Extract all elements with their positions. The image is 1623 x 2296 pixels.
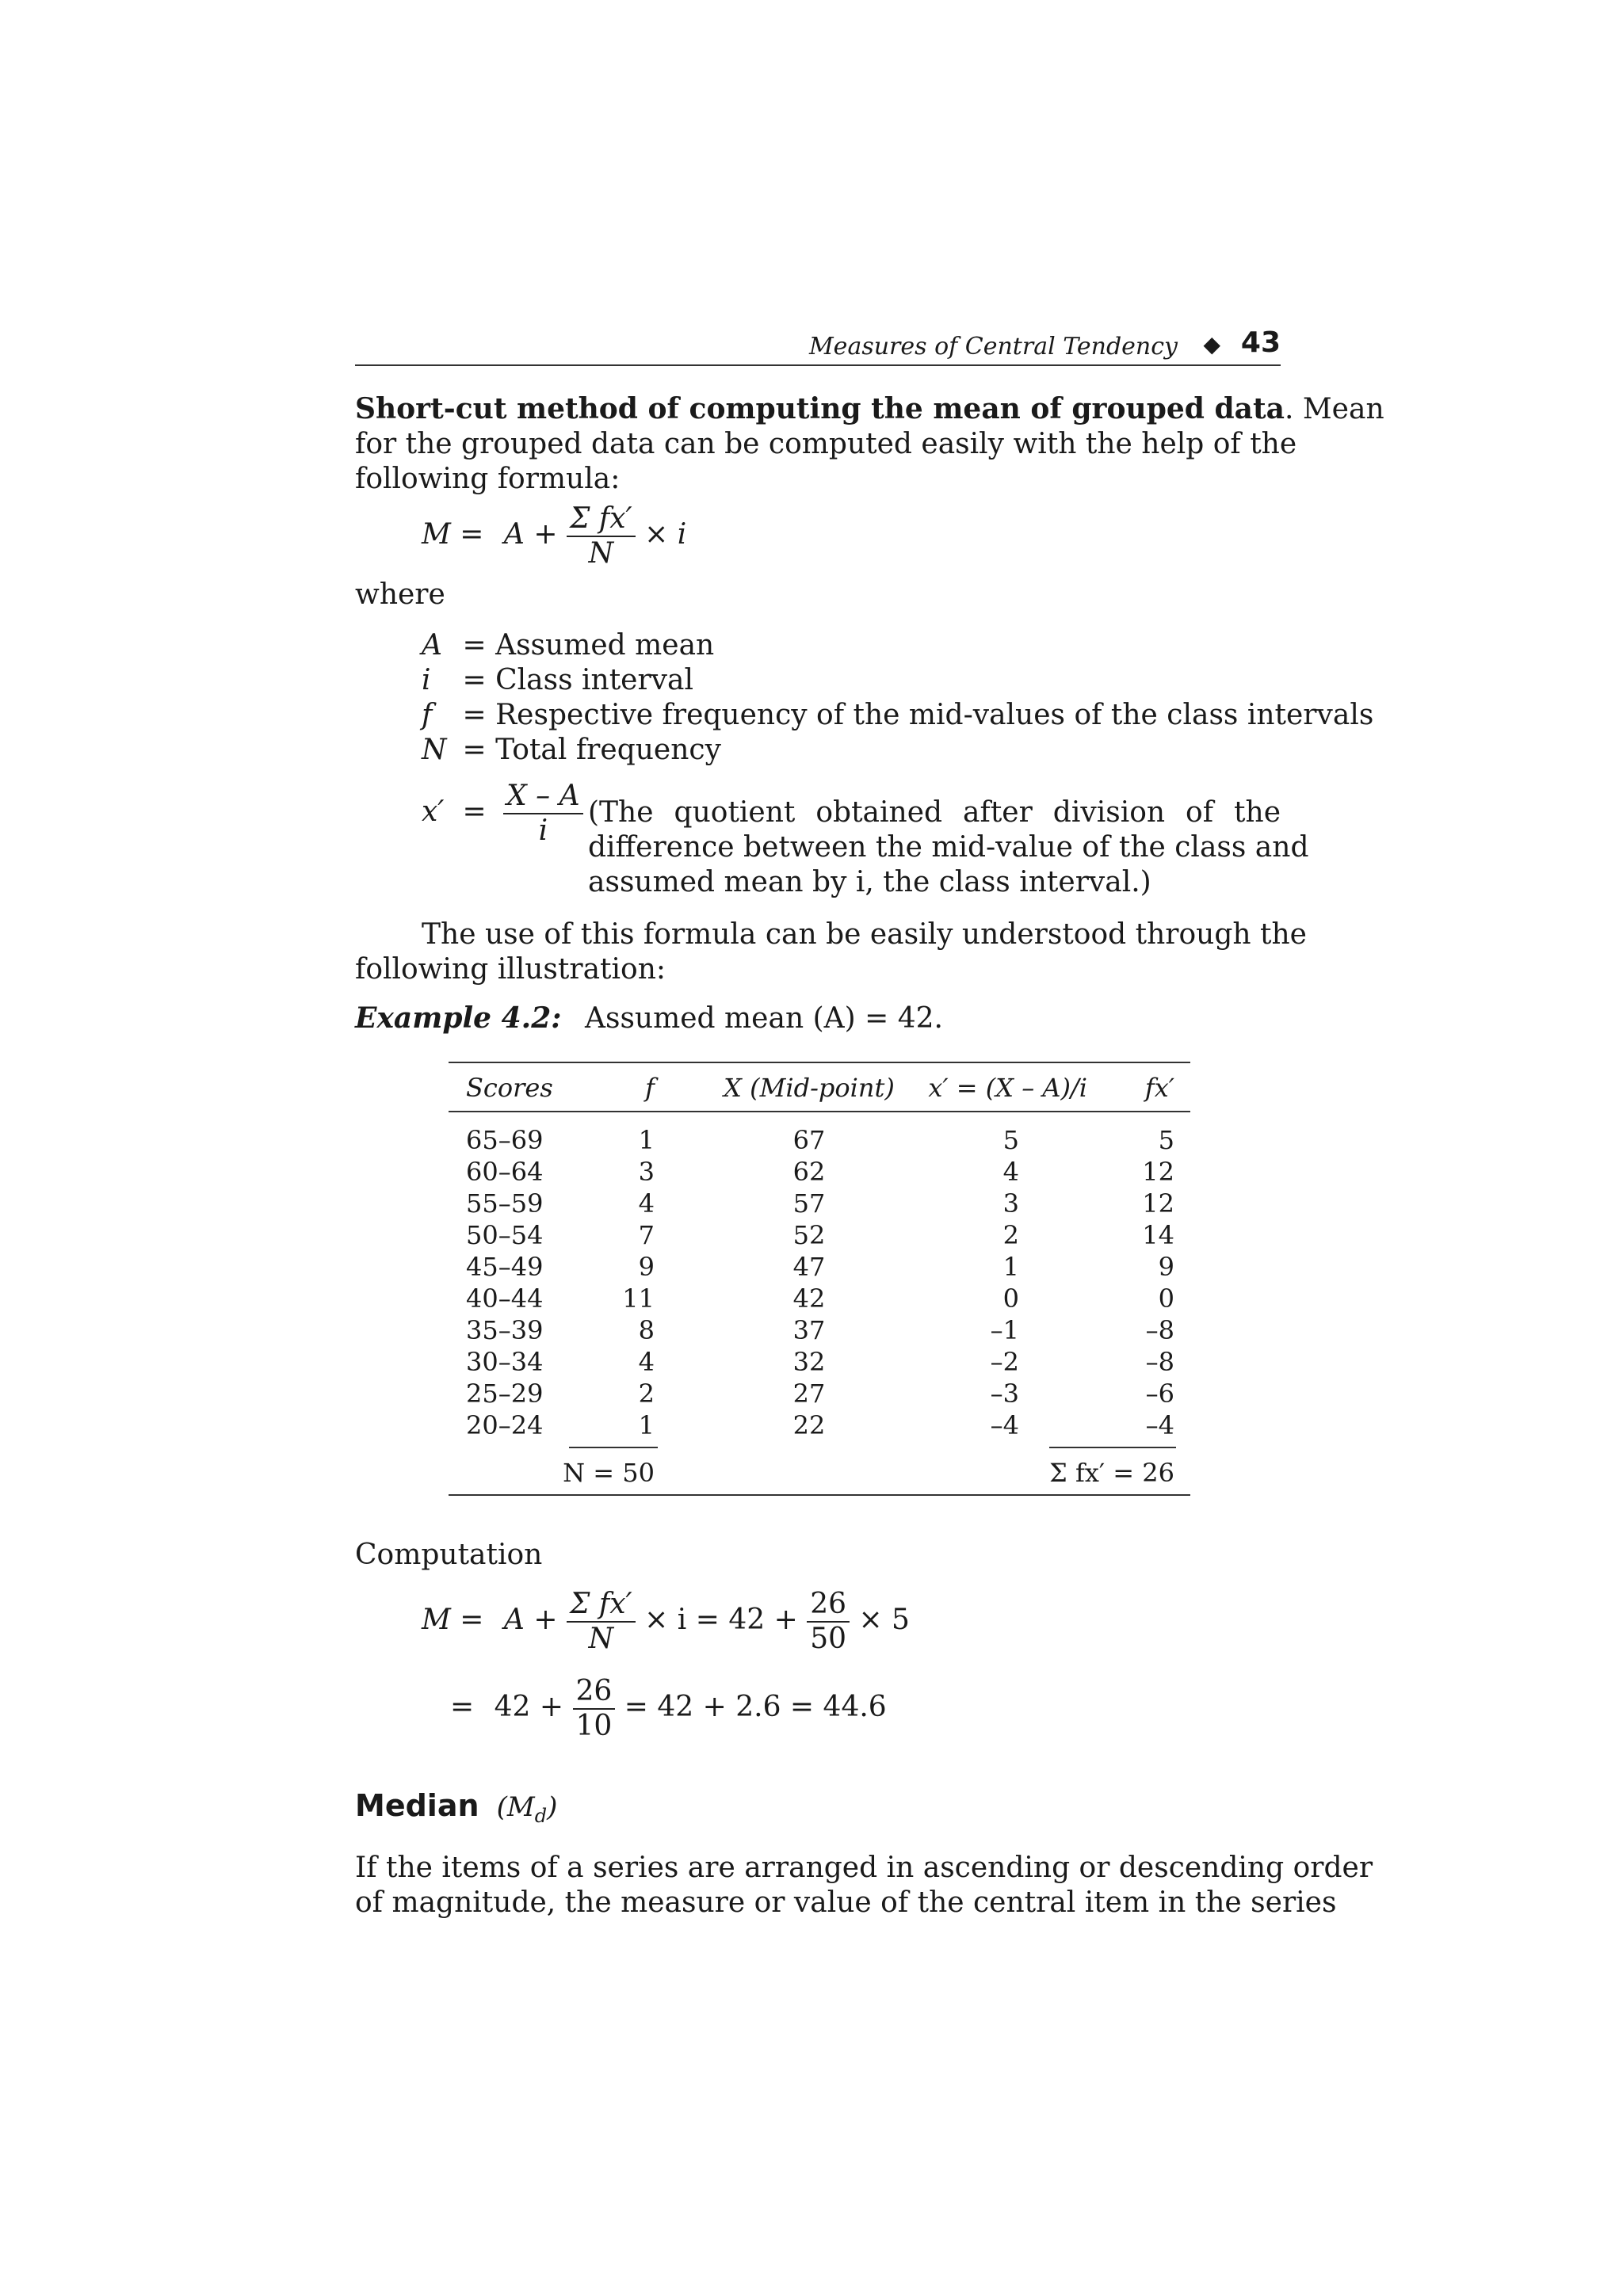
formula-numerator: Σ fx′	[567, 502, 636, 537]
page-number: 43	[1240, 326, 1281, 359]
table-cell: 35–39	[466, 1315, 544, 1345]
table-row	[449, 1125, 1190, 1157]
table-cell: 1	[638, 1125, 655, 1155]
table-cell: 12	[1142, 1188, 1174, 1219]
table-cell: 62	[792, 1157, 826, 1187]
table-header-cell: fx′	[1144, 1073, 1174, 1103]
example-text: Assumed mean (A) = 42.	[584, 1002, 943, 1035]
xprime-line: difference between the mid-value of the class and	[588, 831, 1309, 864]
mean-formula	[422, 502, 686, 570]
total-fx-rule	[1049, 1447, 1176, 1448]
table-cell: 25–29	[466, 1379, 544, 1409]
intro-line-0: . Mean	[1284, 393, 1384, 425]
table-cell: 14	[1142, 1220, 1174, 1250]
definition-row: i = Class interval	[422, 664, 693, 696]
table-cell: 30–34	[466, 1347, 544, 1377]
table-cell: 4	[1002, 1157, 1019, 1187]
formula-denominator: N	[588, 537, 614, 570]
table-cell: 7	[638, 1220, 655, 1250]
table-bottom-rule	[449, 1494, 1190, 1496]
definition-symbol: f	[422, 699, 433, 731]
table-cell: 20–24	[466, 1410, 544, 1440]
use-paragraph	[355, 917, 1307, 987]
running-title: Measures of Central Tendency	[808, 333, 1178, 360]
total-fx: Σ fx′ = 26	[1049, 1458, 1174, 1488]
table-cell: 0	[1158, 1283, 1174, 1314]
definition-symbol: A	[422, 629, 442, 662]
table-cell: –4	[1145, 1410, 1174, 1440]
example-label: Example 4.2:	[355, 1001, 562, 1035]
xprime-fraction	[503, 780, 583, 848]
table-cell: 4	[638, 1347, 655, 1377]
table-row	[449, 1315, 1190, 1347]
table-cell: 3	[638, 1157, 655, 1187]
table-cell: 1	[638, 1410, 655, 1440]
median-heading: Median $(M_d)$	[355, 1788, 558, 1827]
table-row	[449, 1252, 1190, 1283]
table-cell: 42	[792, 1283, 826, 1314]
table-cell: 12	[1142, 1157, 1174, 1187]
table-header-cell: f	[645, 1073, 655, 1103]
table-top-rule	[449, 1062, 1190, 1063]
table-cell: 1	[1002, 1252, 1019, 1282]
table-cell: 11	[622, 1283, 655, 1314]
computation-fraction: $\frac{26}{10}$	[573, 1675, 616, 1743]
table-header-rule	[449, 1111, 1190, 1112]
table-cell: –2	[990, 1347, 1019, 1377]
table-cell: 22	[792, 1410, 826, 1440]
table-header-row	[449, 1073, 1190, 1104]
table-cell: 60–64	[466, 1157, 544, 1187]
diamond-icon: ◆	[1203, 331, 1220, 357]
table-row	[449, 1157, 1190, 1188]
table-header-cell: X (Mid-point)	[724, 1073, 895, 1103]
computation-line-1: M = A + $\frac{\text{Σ fx′}}{N}$ × i = 42 + $\frac{26}{50}$ × 5	[422, 1588, 910, 1655]
table-row	[449, 1379, 1190, 1410]
table-cell: 5	[1002, 1125, 1019, 1155]
definition-row: f = Respective frequency of the mid-values of the class intervals	[422, 699, 1374, 731]
table-cell: 2	[1002, 1220, 1019, 1250]
median-line: of magnitude, the measure or value of the central item in the series	[355, 1886, 1337, 1919]
table-cell: –1	[990, 1315, 1019, 1345]
table-cell: 50–54	[466, 1220, 544, 1250]
table-cell: 55–59	[466, 1188, 544, 1219]
median-line: If the items of a series are arranged in ascending or descending order	[355, 1852, 1373, 1884]
table-cell: 67	[792, 1125, 826, 1155]
table-cell: 52	[792, 1220, 826, 1250]
definition-text: Class interval	[495, 664, 693, 696]
formula-times-i: × i	[644, 518, 687, 551]
use-line: following illustration:	[355, 953, 666, 986]
table-cell: 8	[638, 1315, 655, 1345]
table-cell: 9	[1158, 1252, 1174, 1282]
formula-a-plus: A +	[503, 518, 558, 551]
definition-symbol: N	[422, 734, 447, 766]
table-cell: 0	[1002, 1283, 1019, 1314]
xprime-symbol: x′	[422, 795, 445, 828]
table-cell: 5	[1158, 1125, 1174, 1155]
table-cell: 4	[638, 1188, 655, 1219]
median-paragraph	[355, 1851, 1373, 1920]
table-cell: 65–69	[466, 1125, 544, 1155]
table-totals-row	[449, 1453, 1190, 1488]
table-cell: 45–49	[466, 1252, 544, 1282]
formula-lhs: M =	[422, 518, 484, 551]
use-line: The use of this formula can be easily understood through the	[422, 918, 1307, 951]
table-cell: 40–44	[466, 1283, 544, 1314]
table-cell: 32	[792, 1347, 826, 1377]
intro-paragraph	[355, 391, 1384, 497]
xprime-numerator: X – A	[503, 780, 583, 814]
definition-symbol: i	[422, 664, 431, 696]
table-cell: –4	[990, 1410, 1019, 1440]
xprime-explanation	[588, 795, 1309, 900]
table-cell: 47	[792, 1252, 826, 1282]
table-cell: –8	[1145, 1347, 1174, 1377]
definition-text: Total frequency	[495, 734, 721, 766]
table-row	[449, 1283, 1190, 1315]
table-cell: 37	[792, 1315, 826, 1345]
xprime-definition: x′ = $\frac{X - A}{i}$	[422, 780, 583, 848]
definition-text: Respective frequency of the mid-values of the class intervals	[495, 699, 1374, 731]
table-cell: –3	[990, 1379, 1019, 1409]
median-title: Median	[355, 1788, 479, 1823]
intro-line-2: following formula:	[355, 463, 621, 495]
definition-text: Assumed mean	[495, 629, 715, 662]
table-header-cell: x′ = (X – A)/i	[928, 1073, 1087, 1103]
intro-line-1: for the grouped data can be computed easily with the help of the	[355, 428, 1297, 460]
table-cell: 3	[1002, 1188, 1019, 1219]
xprime-line: assumed mean by i, the class interval.)	[588, 866, 1151, 898]
computation-line-2: = 42 + $\frac{26}{10}$ = 42 + 2.6 = 44.6	[450, 1675, 887, 1742]
table-cell: –6	[1145, 1379, 1174, 1409]
table-row	[449, 1220, 1190, 1252]
running-header	[355, 326, 1281, 366]
table-cell: 9	[638, 1252, 655, 1282]
total-n: N = 50	[563, 1458, 655, 1488]
definition-row: N = Total frequency	[422, 734, 721, 766]
computation-fraction: $\frac{26}{50}$	[807, 1588, 850, 1656]
computation-fraction: $\frac{\text{Σ fx′}}{N}$	[567, 1588, 636, 1656]
xprime-denominator: i	[538, 814, 548, 847]
table-row	[449, 1410, 1190, 1442]
total-n-rule	[569, 1447, 658, 1448]
table-cell: –8	[1145, 1315, 1174, 1345]
formula-fraction	[567, 502, 636, 570]
example-line	[355, 1001, 943, 1035]
table-cell: 2	[638, 1379, 655, 1409]
computation-label: Computation	[355, 1539, 543, 1571]
table-row	[449, 1188, 1190, 1220]
table-cell: 57	[792, 1188, 826, 1219]
table-header-cell: Scores	[466, 1073, 553, 1103]
definition-row: A = Assumed mean	[422, 629, 715, 662]
xprime-line: (The quotient obtained after division of the	[588, 796, 1281, 829]
table-row	[449, 1347, 1190, 1379]
where-label: where	[355, 578, 445, 611]
table-cell: 27	[792, 1379, 826, 1409]
intro-heading: Short-cut method of computing the mean of grouped data	[355, 392, 1285, 425]
